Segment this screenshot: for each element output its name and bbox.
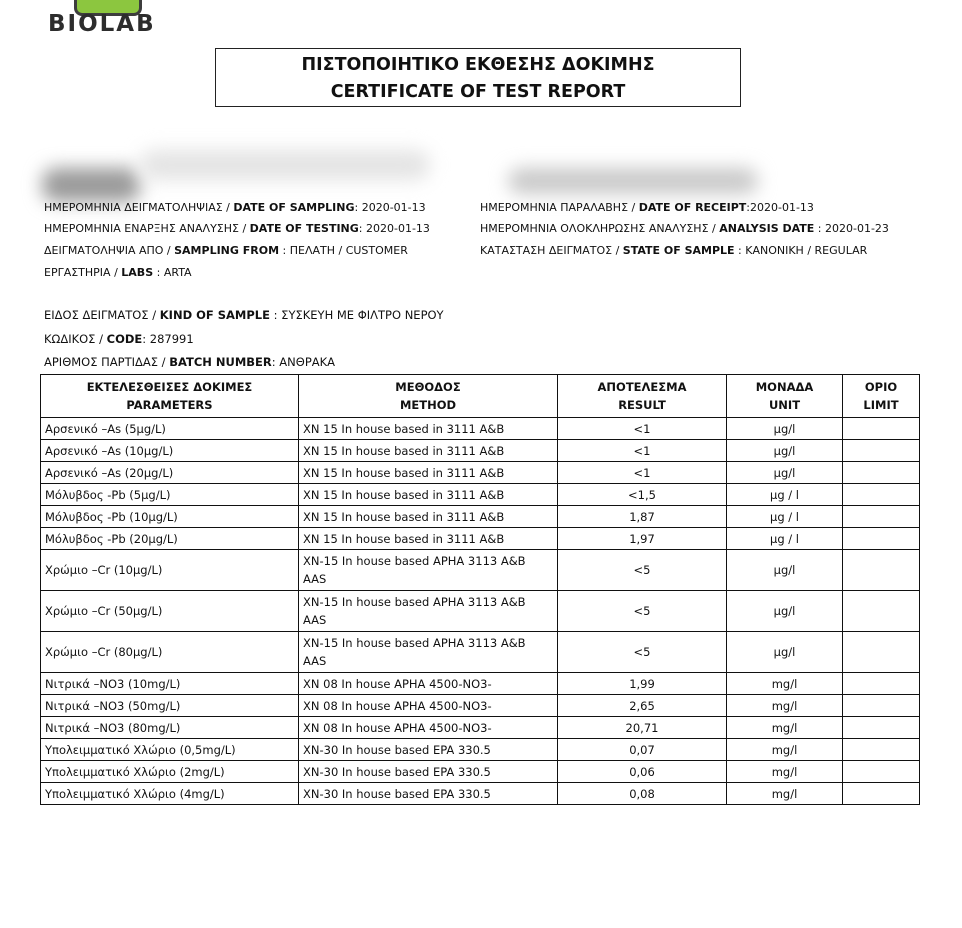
meta-label-gr: ΗΜΕΡΟΜΗΝΙΑ ΠΑΡΑΛΑΒΗΣ / [480, 201, 639, 214]
cell-unit: μg/l [727, 418, 843, 440]
cell-result: <5 [558, 550, 727, 591]
code-label-gr: ΚΩΔΙΚΟΣ / [44, 332, 107, 346]
biolab-logo [48, 0, 160, 40]
title-english: CERTIFICATE OF TEST REPORT [330, 82, 626, 102]
meta-right-2 [480, 244, 867, 257]
cell-method [299, 632, 558, 673]
cell-result: <1 [558, 418, 727, 440]
method-line-1: XN 08 In house APHA 4500-NO3- [303, 720, 492, 735]
meta-label-en: LABS [121, 266, 154, 279]
cell-limit [843, 462, 920, 484]
cell-unit: μg / l [727, 506, 843, 528]
cell-limit [843, 673, 920, 695]
cell-result: 1,97 [558, 528, 727, 550]
cell-parameter: Χρώμιο –Cr (80μg/L) [41, 632, 299, 673]
cell-unit: μg / l [727, 484, 843, 506]
table-row [41, 739, 920, 761]
batch-value: : ΑΝΘΡΑΚΑ [271, 355, 336, 369]
header-unit-en: UNIT [768, 398, 801, 412]
cell-parameter: Μόλυβδος -Pb (20μg/L) [41, 528, 299, 550]
meta-left-2 [44, 244, 408, 257]
cell-parameter: Αρσενικό –As (5μg/L) [41, 418, 299, 440]
cell-parameter: Νιτρικά –NO3 (10mg/L) [41, 673, 299, 695]
sample-code [44, 332, 194, 346]
table-header-row [41, 375, 920, 418]
cell-parameter: Χρώμιο –Cr (50μg/L) [41, 591, 299, 632]
table-row [41, 632, 920, 673]
meta-left-1 [44, 222, 430, 235]
header-parameters-en: PARAMETERS [126, 398, 213, 412]
meta-value: : 2020-01-13 [358, 222, 430, 235]
cell-limit [843, 783, 920, 805]
cell-unit: mg/l [727, 717, 843, 739]
redacted-customer [42, 168, 140, 202]
batch-label-en: BATCH NUMBER [169, 355, 272, 369]
cell-method [299, 528, 558, 550]
table-row [41, 673, 920, 695]
kind-of-sample [44, 308, 444, 322]
cell-unit: μg/l [727, 591, 843, 632]
table-row [41, 717, 920, 739]
cell-unit: mg/l [727, 783, 843, 805]
cell-method [299, 440, 558, 462]
cell-method [299, 717, 558, 739]
method-line-1: XN-30 In house based EPA 330.5 [303, 786, 491, 801]
method-line-1: XN-15 In house based APHA 3113 A&B [303, 595, 526, 609]
method-line-1: XN-30 In house based EPA 330.5 [303, 742, 491, 757]
header-method-gr: ΜΕΘΟΔΟΣ [395, 380, 461, 394]
cell-parameter: Υπολειμματικό Χλώριο (4mg/L) [41, 783, 299, 805]
table-row [41, 462, 920, 484]
kind-label-gr: ΕΙΔΟΣ ΔΕΙΓΜΑΤΟΣ / [44, 308, 160, 322]
cell-unit: μg/l [727, 550, 843, 591]
meta-label-gr: ΕΡΓΑΣΤΗΡΙΑ / [44, 266, 122, 279]
cell-parameter: Νιτρικά –NO3 (80mg/L) [41, 717, 299, 739]
table-row [41, 528, 920, 550]
meta-value: : ΠΕΛΑΤΗ / CUSTOMER [279, 244, 408, 257]
cell-unit: mg/l [727, 761, 843, 783]
meta-label-en: DATE OF SAMPLING [233, 201, 355, 214]
cell-result: 2,65 [558, 695, 727, 717]
header-unit [727, 375, 843, 418]
cell-result: 1,87 [558, 506, 727, 528]
cell-unit: μg/l [727, 440, 843, 462]
method-line-1: XN 08 In house APHA 4500-NO3- [303, 676, 492, 691]
cell-method [299, 506, 558, 528]
cell-result: 0,07 [558, 739, 727, 761]
table-row [41, 591, 920, 632]
cell-limit [843, 550, 920, 591]
method-line-1: XN-15 In house based APHA 3113 A&B [303, 636, 526, 650]
meta-value: : ARTA [153, 266, 192, 279]
cell-result: <5 [558, 632, 727, 673]
cell-limit [843, 591, 920, 632]
meta-left-0 [44, 201, 426, 214]
redacted-report-info [508, 168, 758, 194]
document-title [215, 48, 741, 107]
method-line-1: XN 08 In house APHA 4500-NO3- [303, 698, 492, 713]
cell-parameter: Αρσενικό –As (20μg/L) [41, 462, 299, 484]
meta-right-1 [480, 222, 889, 235]
header-result [558, 375, 727, 418]
method-line-1: XN 15 In house based in 3111 A&B [303, 509, 505, 524]
meta-value: :2020-01-13 [746, 201, 814, 214]
cell-unit: mg/l [727, 695, 843, 717]
table-row [41, 550, 920, 591]
method-line-1: XN 15 In house based in 3111 A&B [303, 421, 505, 436]
cell-parameter: Νιτρικά –NO3 (50mg/L) [41, 695, 299, 717]
cell-unit: mg/l [727, 739, 843, 761]
meta-label-en: STATE OF SAMPLE [622, 244, 735, 257]
header-limit-en: LIMIT [863, 398, 899, 412]
meta-label-gr: ΗΜΕΡΟΜΗΝΙΑ ΔΕΙΓΜΑΤΟΛΗΨΙΑΣ / [44, 201, 234, 214]
cell-result: 0,06 [558, 761, 727, 783]
cell-method [299, 739, 558, 761]
header-limit [843, 375, 920, 418]
meta-label-en: DATE OF TESTING [249, 222, 359, 235]
header-parameters [41, 375, 299, 418]
header-result-en: RESULT [618, 398, 666, 412]
cell-method [299, 761, 558, 783]
meta-label-en: SAMPLING FROM [174, 244, 280, 257]
cell-method [299, 462, 558, 484]
meta-value: : 2020-01-13 [354, 201, 426, 214]
cell-limit [843, 440, 920, 462]
cell-method [299, 550, 558, 591]
cell-result: 20,71 [558, 717, 727, 739]
method-line-2: AAS [303, 572, 327, 586]
cell-method [299, 783, 558, 805]
cell-parameter: Υπολειμματικό Χλώριο (2mg/L) [41, 761, 299, 783]
meta-label-en: ANALYSIS DATE [719, 222, 815, 235]
cell-result: <1 [558, 440, 727, 462]
table-row [41, 484, 920, 506]
meta-label-gr: ΗΜΕΡΟΜΗΝΙΑ ΕΝΑΡΞΗΣ ΑΝΑΛΥΣΗΣ / [44, 222, 250, 235]
cell-parameter: Χρώμιο –Cr (10μg/L) [41, 550, 299, 591]
table-row [41, 783, 920, 805]
cell-limit [843, 418, 920, 440]
cell-limit [843, 484, 920, 506]
method-line-2: AAS [303, 613, 327, 627]
cell-limit [843, 528, 920, 550]
cell-method [299, 591, 558, 632]
cell-result: 1,99 [558, 673, 727, 695]
kind-value: : ΣΥΣΚΕΥΗ ΜΕ ΦΙΛΤΡΟ ΝΕΡΟΥ [270, 308, 444, 322]
meta-value: : ΚΑΝΟΝΙΚΗ / REGULAR [734, 244, 868, 257]
cell-parameter: Αρσενικό –As (10μg/L) [41, 440, 299, 462]
cell-limit [843, 632, 920, 673]
header-method [299, 375, 558, 418]
code-value: : 287991 [142, 332, 194, 346]
logo-text: BIOLAB [48, 11, 156, 37]
kind-label-en: KIND OF SAMPLE [159, 308, 270, 322]
cell-limit [843, 717, 920, 739]
redacted-address [140, 150, 430, 180]
meta-label-en: DATE OF RECEIPT [638, 201, 747, 214]
meta-left-3 [44, 266, 192, 279]
meta-label-gr: ΚΑΤΑΣΤΑΣΗ ΔΕΙΓΜΑΤΟΣ / [480, 244, 623, 257]
cell-limit [843, 695, 920, 717]
cell-result: <1 [558, 462, 727, 484]
meta-label-gr: ΗΜΕΡΟΜΗΝΙΑ ΟΛΟΚΛΗΡΩΣΗΣ ΑΝΑΛΥΣΗΣ / [480, 222, 720, 235]
cell-limit [843, 506, 920, 528]
cell-method [299, 673, 558, 695]
method-line-1: XN-30 In house based EPA 330.5 [303, 764, 491, 779]
header-parameters-gr: ΕΚΤΕΛΕΣΘΕΙΣΕΣ ΔΟΚΙΜΕΣ [86, 380, 253, 394]
method-line-2: AAS [303, 654, 327, 668]
cell-result: <1,5 [558, 484, 727, 506]
batch-number [44, 355, 335, 369]
cell-unit: mg/l [727, 673, 843, 695]
cell-method [299, 418, 558, 440]
cell-parameter: Μόλυβδος -Pb (10μg/L) [41, 506, 299, 528]
results-table [40, 374, 920, 805]
method-line-1: XN 15 In house based in 3111 A&B [303, 443, 505, 458]
cell-method [299, 695, 558, 717]
method-line-1: XN 15 In house based in 3111 A&B [303, 531, 505, 546]
cell-parameter: Μόλυβδος -Pb (5μg/L) [41, 484, 299, 506]
cell-unit: μg/l [727, 462, 843, 484]
table-row [41, 506, 920, 528]
cell-limit [843, 761, 920, 783]
header-limit-gr: ΟΡΙΟ [864, 380, 898, 394]
table-row [41, 695, 920, 717]
cell-limit [843, 739, 920, 761]
meta-value: : 2020-01-23 [814, 222, 889, 235]
table-row [41, 440, 920, 462]
table-row [41, 418, 920, 440]
cell-unit: μg / l [727, 528, 843, 550]
table-row [41, 761, 920, 783]
title-greek: ΠΙΣΤΟΠΟΙΗΤΙΚΟ ΕΚΘΕΣΗΣ ΔΟΚΙΜΗΣ [301, 55, 655, 75]
cell-unit: μg/l [727, 632, 843, 673]
batch-label-gr: ΑΡΙΘΜΟΣ ΠΑΡΤΙΔΑΣ / [44, 355, 170, 369]
header-result-gr: ΑΠΟΤΕΛΕΣΜΑ [597, 380, 687, 394]
meta-label-gr: ΔΕΙΓΜΑΤΟΛΗΨΙΑ ΑΠΟ / [44, 244, 175, 257]
header-method-en: METHOD [399, 398, 457, 412]
cell-method [299, 484, 558, 506]
cell-parameter: Υπολειμματικό Χλώριο (0,5mg/L) [41, 739, 299, 761]
cell-result: 0,08 [558, 783, 727, 805]
method-line-1: XN-15 In house based APHA 3113 A&B [303, 554, 526, 568]
cell-result: <5 [558, 591, 727, 632]
header-unit-gr: ΜΟΝΑΔΑ [755, 380, 814, 394]
method-line-1: XN 15 In house based in 3111 A&B [303, 465, 505, 480]
method-line-1: XN 15 In house based in 3111 A&B [303, 487, 505, 502]
meta-right-0 [480, 201, 814, 214]
code-label-en: CODE [106, 332, 143, 346]
